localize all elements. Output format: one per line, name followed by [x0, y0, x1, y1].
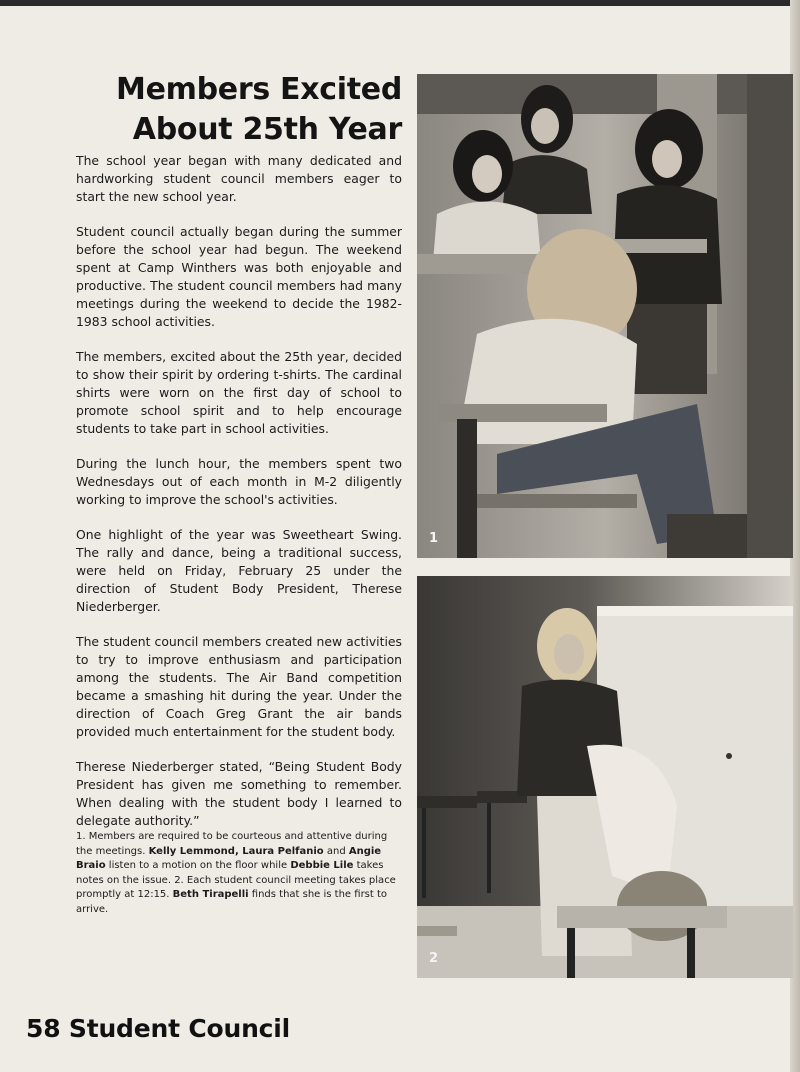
photo-2-number: 2 — [429, 951, 439, 966]
paragraph-2: Student council actually began during the summer before the school year had begun. The weekend spent at Camp Winthers was both enjoyable and productive. The student council members had many meetings during the weekend to decide the 1982-1983 school activities. — [76, 224, 402, 329]
caption-names: Beth Tirapelli — [172, 889, 249, 900]
article-body — [76, 152, 402, 847]
paragraph-7: Therese Niederberger stated, “Being Student Body President has given me something to remember. When dealing with the student body I learned to delegate authority.” — [76, 759, 402, 828]
paragraph-1: The school year began with many dedicated and hardworking student council members eager to start the new school year. — [76, 153, 402, 204]
caption-text: finds that she is the first to arrive. — [76, 889, 388, 915]
paragraph-4: During the lunch hour, the members spent two Wednesdays out of each month in M-2 diligently working to improve the school's activities. — [76, 456, 402, 507]
title-line-2: About 25th Year — [132, 112, 402, 147]
caption-names: Kelly Lemmond, Laura Pelfanio — [148, 845, 324, 857]
photo-1-students-meeting — [417, 74, 793, 558]
caption-text: and — [323, 845, 349, 857]
caption-text: 1. Members are required to be courteous and attentive during the meetings. — [76, 831, 388, 857]
photo-1-number: 1 — [429, 531, 439, 546]
page-footer-folio: 58 Student Council — [26, 1014, 291, 1043]
photo-1-image — [417, 74, 793, 558]
caption-names: Debbie Lile — [290, 860, 354, 871]
title-line-1: Members Excited — [116, 72, 402, 107]
page-title — [80, 70, 402, 150]
paragraph-3: The members, excited about the 25th year, decided to show their spirit by ordering t-shirts. The cardinal shirts were worn on the first day of school to promote school spirit and to help encourage students to take part in school activities. — [76, 349, 402, 436]
photo-caption — [76, 830, 402, 917]
page-top-rule — [0, 0, 800, 6]
caption-text: takes notes on the issue. 2. Each student council meeting takes place promptly at 12:15. — [76, 860, 396, 900]
caption-text: listen to a motion on the floor while — [105, 860, 291, 871]
photo-2-image — [417, 576, 793, 978]
paragraph-5: One highlight of the year was Sweetheart Swing. The rally and dance, being a traditional success, were held on Friday, February 25 under the direction of Student Body President, Therese Niederberger. — [76, 527, 402, 614]
photo-2-first-to-arrive — [417, 576, 793, 978]
paragraph-6: The student council members created new activities to try to improve enthusiasm and participation among the students. The Air Band competition became a smashing hit during the year. Under the direction of Coach Greg Grant the air bands provided much entertainment for the student body. — [76, 634, 402, 739]
caption-names: Angie Braio — [76, 845, 382, 871]
